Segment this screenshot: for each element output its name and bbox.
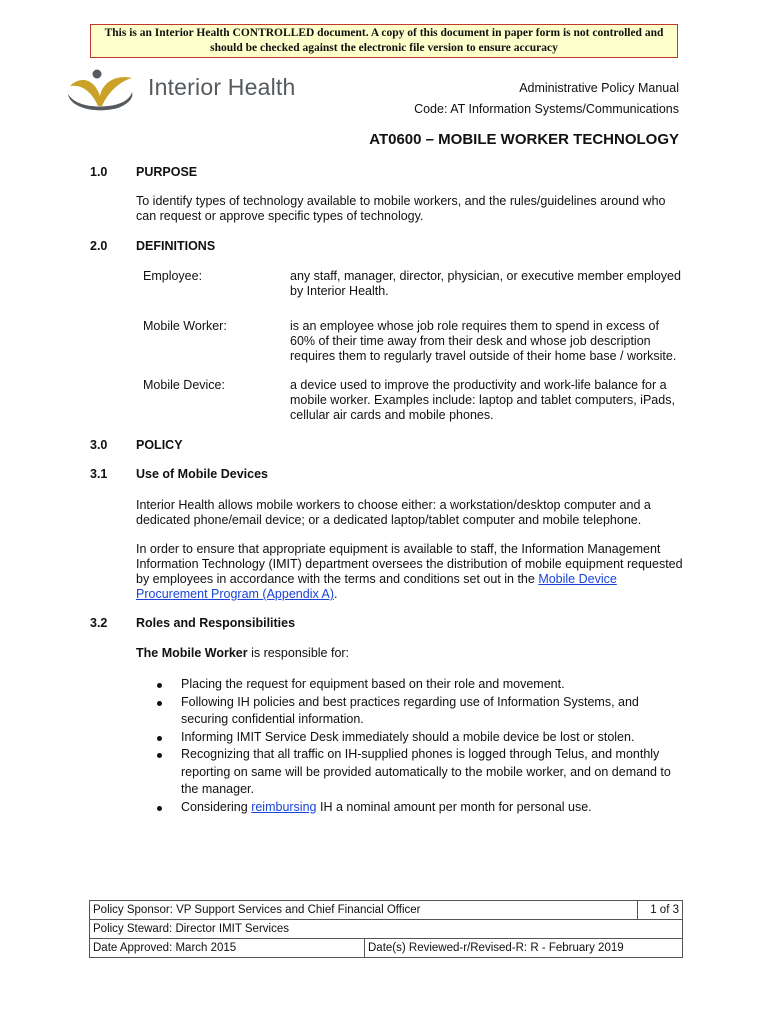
manual-code: Code: AT Information Systems/Communications <box>414 102 679 116</box>
use-of-devices-paragraph-2 <box>136 542 684 602</box>
list-item <box>152 729 682 747</box>
policy-footer-table <box>89 900 683 958</box>
list-item <box>152 694 682 729</box>
section-heading: Roles and Responsibilities <box>136 616 296 630</box>
bullet-icon <box>157 683 162 688</box>
paragraph-text: In order to ensure that appropriate equipment is available to staff, the Information Management Information Technology (IMIT) department oversees the distribution of mobile equipment requested by employees in accordance with the terms and conditions set out in the <box>136 542 683 586</box>
responsibility-list <box>152 676 682 816</box>
bullet-icon <box>157 736 162 741</box>
roles-intro <box>136 646 684 661</box>
definition-term: Employee: <box>143 269 203 283</box>
page-number: 1 of 3 <box>638 901 683 920</box>
controlled-document-banner <box>90 24 678 58</box>
section-number: 1.0 <box>90 165 108 179</box>
section-number: 3.1 <box>90 467 108 481</box>
definition-term: Mobile Device: <box>143 378 225 392</box>
list-item-text: Following IH policies and best practices regarding use of Information Systems, and securing confidential information. <box>181 694 639 726</box>
list-item <box>152 799 682 817</box>
definition-text: is an employee whose job role requires them to spend in excess of 60% of their time away from their desk and whose job description requires them to regularly travel outside of their home base / worksite. <box>290 319 677 363</box>
list-item-text: Placing the request for equipment based on their role and movement. <box>181 677 565 691</box>
bullet-icon <box>157 701 162 706</box>
section-heading: PURPOSE <box>136 165 198 179</box>
list-item <box>152 746 682 799</box>
logo-wordmark: Interior Health <box>148 74 296 100</box>
section-number: 2.0 <box>90 239 108 253</box>
paragraph-end: . <box>334 587 338 601</box>
mobile-device-procurement-link[interactable]: Mobile Device Procurement Program (Appendix A) <box>136 572 617 601</box>
reimbursing-link[interactable]: reimbursing <box>251 799 317 814</box>
interior-health-logo-icon <box>66 68 136 112</box>
section-number: 3.2 <box>90 616 108 630</box>
roles-intro-bold: The Mobile Worker <box>136 646 248 660</box>
date-approved: Date Approved: March 2015 <box>90 939 365 958</box>
definition-term: Mobile Worker: <box>143 319 227 333</box>
manual-info <box>414 78 679 120</box>
section-heading: POLICY <box>136 438 183 452</box>
policy-steward: Policy Steward: Director IMIT Services <box>90 920 683 939</box>
list-item-text: IH a nominal amount per month for personal use. <box>316 799 592 814</box>
definition-text: a device used to improve the productivity and work-life balance for a mobile worker. Examples include: laptop and tablet computers, iPads, cellular air cards and mobile phones. <box>290 378 675 422</box>
purpose-text: To identify types of technology available to mobile workers, and the rules/guidelines around who can request or approve specific types of technology. <box>136 194 666 223</box>
definition-text: any staff, manager, director, physician, or executive member employed by Interior Health. <box>290 269 681 298</box>
section-heading: Use of Mobile Devices <box>136 467 268 481</box>
manual-name: Administrative Policy Manual <box>519 81 679 95</box>
list-item-text: Informing IMIT Service Desk immediately should a mobile device be lost or stolen. <box>181 729 635 744</box>
date-reviewed: Date(s) Reviewed-r/Revised-R: R - February 2019 <box>365 939 683 958</box>
list-item-text: Considering <box>181 799 252 814</box>
banner-line-1: This is an Interior Health CONTROLLED document. A copy of this document in paper form is not controlled and <box>104 27 664 39</box>
section-heading: DEFINITIONS <box>136 239 216 253</box>
list-item-text: Recognizing that all traffic on IH-supplied phones is logged through Telus, and monthly reporting on same will be provided automatically to the mobile worker, and on demand to the manager. <box>181 747 671 796</box>
policy-sponsor: Policy Sponsor: VP Support Services and Chief Financial Officer <box>90 901 638 920</box>
list-item <box>152 676 682 694</box>
use-of-devices-paragraph-1: Interior Health allows mobile workers to choose either: a workstation/desktop computer and a dedicated phone/email device; or a dedicated laptop/tablet computer and mobile telephone. <box>136 498 651 527</box>
banner-line-2: should be checked against the electronic file version to ensure accuracy <box>210 42 558 54</box>
section-number: 3.0 <box>90 438 108 452</box>
document-title: AT0600 – MOBILE WORKER TECHNOLOGY <box>369 131 679 148</box>
bullet-icon <box>157 753 162 758</box>
roles-intro-rest: is responsible for: <box>247 646 350 660</box>
bullet-icon <box>157 806 162 811</box>
